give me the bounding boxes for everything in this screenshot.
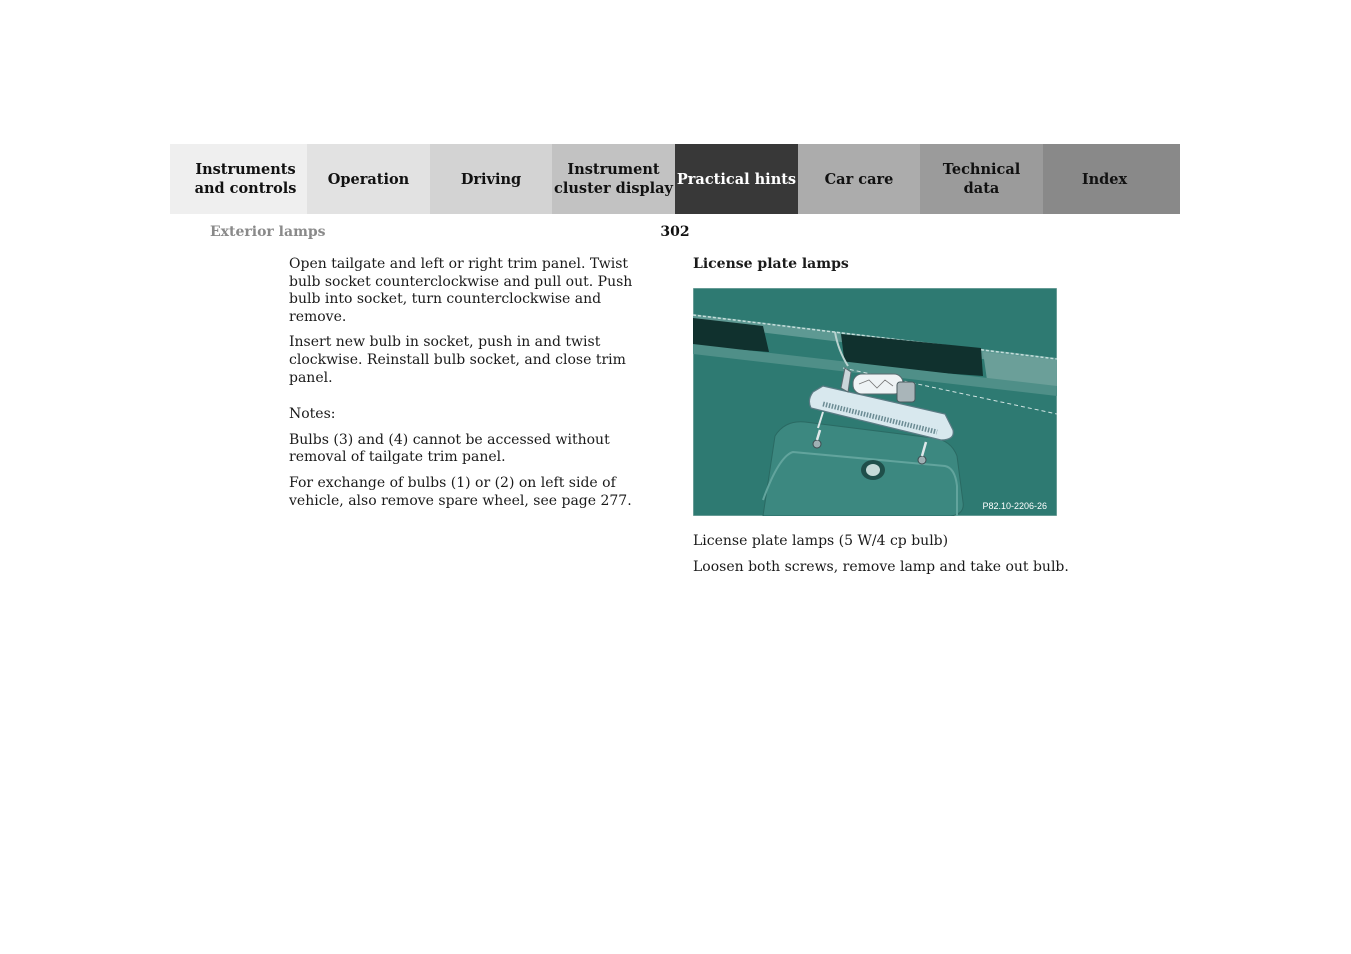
tab-label: Technical data — [942, 161, 1021, 197]
tab-instruments-and-controls[interactable] — [170, 144, 307, 214]
figure-caption — [693, 533, 1073, 584]
section-heading: License plate lamps — [693, 256, 849, 272]
tab-label: Instrument cluster display — [554, 161, 673, 197]
instructions-column — [289, 256, 661, 518]
caption-bulb-spec: License plate lamps (5 W/4 cp bulb) — [693, 533, 949, 549]
tab-label: Practical hints — [676, 170, 797, 188]
tab-driving[interactable] — [430, 144, 552, 214]
caption-instruction: Loosen both screws, remove lamp and take out bulb. — [693, 558, 1069, 575]
page-number: 302 — [660, 224, 690, 240]
tab-technical-data[interactable] — [920, 144, 1043, 214]
tab-label: Car care — [824, 170, 894, 188]
notes-heading: Notes: — [289, 406, 336, 423]
tab-operation[interactable] — [307, 144, 430, 214]
tab-label: Driving — [460, 170, 522, 188]
tab-label: Index — [1081, 170, 1128, 188]
instruction-paragraph: Insert new bulb in socket, push in and twist clockwise. Reinstall bulb socket, and close trim panel. — [289, 334, 626, 386]
note-paragraph: Bulbs (3) and (4) cannot be accessed without removal of tailgate trim panel. — [289, 431, 610, 466]
section-title: Exterior lamps — [210, 224, 326, 240]
instruction-paragraph: Open tailgate and left or right trim panel. Twist bulb socket counterclockwise and pull out. Push bulb into socket, turn counterclockwise and remove. — [289, 256, 633, 325]
tab-label: Instruments and controls — [194, 161, 297, 197]
tab-practical-hints[interactable] — [675, 144, 798, 214]
tab-label: Operation — [327, 170, 410, 188]
chapter-nav — [170, 144, 1180, 214]
tab-index[interactable] — [1043, 144, 1180, 214]
tab-car-care[interactable] — [798, 144, 920, 214]
license-plate-lamp-illustration — [693, 288, 1057, 516]
figure-code: P82.10-2206-26 — [982, 501, 1047, 511]
tab-instrument-cluster-display[interactable] — [552, 144, 675, 214]
note-paragraph: For exchange of bulbs (1) or (2) on left side of vehicle, also remove spare wheel, see page 277. — [289, 474, 632, 509]
license-plate-lamps-section — [693, 256, 1069, 575]
